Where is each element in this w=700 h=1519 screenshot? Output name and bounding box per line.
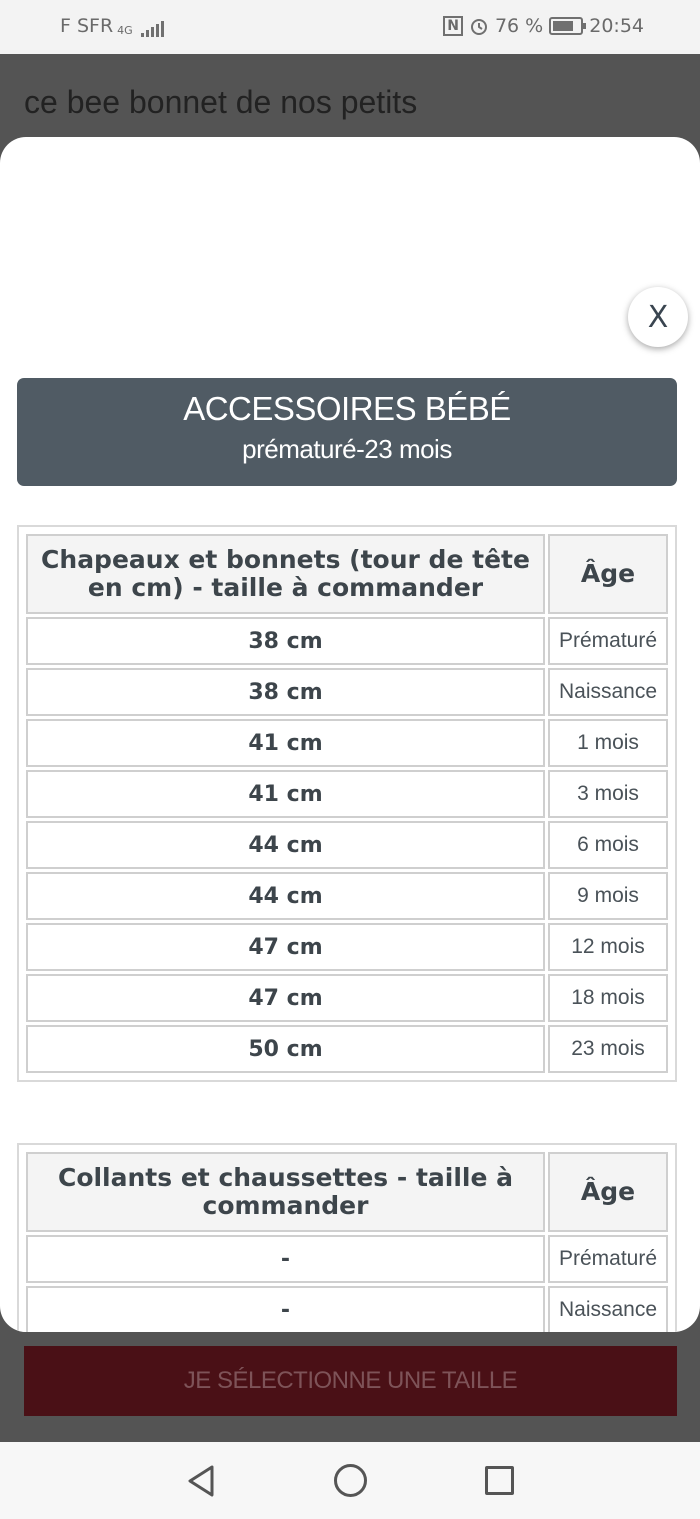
tights-header-age: Âge [548, 1152, 668, 1232]
age-cell: Naissance [548, 1286, 668, 1332]
back-triangle-icon[interactable] [186, 1464, 216, 1498]
signal-icon [141, 21, 164, 37]
table-row [26, 1025, 668, 1073]
tights-header-size: Collants et chaussettes - taille à commander [26, 1152, 545, 1232]
size-cell: 41 cm [26, 719, 545, 767]
carrier-label: F SFR [60, 15, 114, 37]
system-nav-bar [0, 1442, 700, 1519]
table-row [26, 872, 668, 920]
size-cell: - [26, 1286, 545, 1332]
age-cell: 3 mois [548, 770, 668, 818]
size-cell: 44 cm [26, 872, 545, 920]
tights-size-table [17, 1143, 677, 1332]
alarm-icon [469, 16, 489, 36]
table-row [26, 923, 668, 971]
size-cell: 47 cm [26, 923, 545, 971]
close-button[interactable] [628, 287, 688, 347]
age-cell: 12 mois [548, 923, 668, 971]
size-cell: 50 cm [26, 1025, 545, 1073]
age-cell: Naissance [548, 668, 668, 716]
size-cell: 44 cm [26, 821, 545, 869]
table-row [26, 770, 668, 818]
hats-header-age: Âge [548, 534, 668, 614]
hats-header-size: Chapeaux et bonnets (tour de tête en cm) - taille à commander [26, 534, 545, 614]
status-bar [0, 0, 700, 54]
table-row [26, 668, 668, 716]
age-cell: Prématuré [548, 1235, 668, 1283]
size-guide-modal [0, 137, 700, 1332]
age-cell: 6 mois [548, 821, 668, 869]
status-left [60, 15, 164, 37]
size-cell: 38 cm [26, 668, 545, 716]
battery-icon [549, 17, 583, 35]
table-row [26, 1235, 668, 1283]
select-size-label: JE SÉLECTIONNE UNE TAILLE [183, 1367, 518, 1394]
clock: 20:54 [589, 15, 644, 37]
battery-percent: 76 % [494, 15, 544, 37]
age-cell: Prématuré [548, 617, 668, 665]
table-row [26, 617, 668, 665]
age-cell: 1 mois [548, 719, 668, 767]
select-size-button[interactable] [24, 1346, 677, 1416]
close-icon: X [647, 299, 669, 335]
recent-square-icon[interactable] [485, 1466, 514, 1495]
home-circle-icon[interactable] [334, 1464, 367, 1497]
banner-title: ACCESSOIRES BÉBÉ [183, 390, 511, 427]
background-text-partial: ce bee bonnet de nos petits [24, 84, 418, 120]
table-row [26, 974, 668, 1022]
table-row [26, 821, 668, 869]
age-cell: 9 mois [548, 872, 668, 920]
table-row [26, 1286, 668, 1332]
age-cell: 18 mois [548, 974, 668, 1022]
network-label: 4G [117, 24, 133, 37]
hats-size-table [17, 525, 677, 1082]
size-cell: 47 cm [26, 974, 545, 1022]
nfc-icon: N [443, 16, 463, 36]
table-row [26, 719, 668, 767]
size-cell: - [26, 1235, 545, 1283]
banner-subtitle: prématuré-23 mois [242, 434, 452, 464]
size-cell: 41 cm [26, 770, 545, 818]
age-cell: 23 mois [548, 1025, 668, 1073]
size-cell: 38 cm [26, 617, 545, 665]
status-right [443, 15, 644, 37]
category-banner [17, 378, 677, 486]
